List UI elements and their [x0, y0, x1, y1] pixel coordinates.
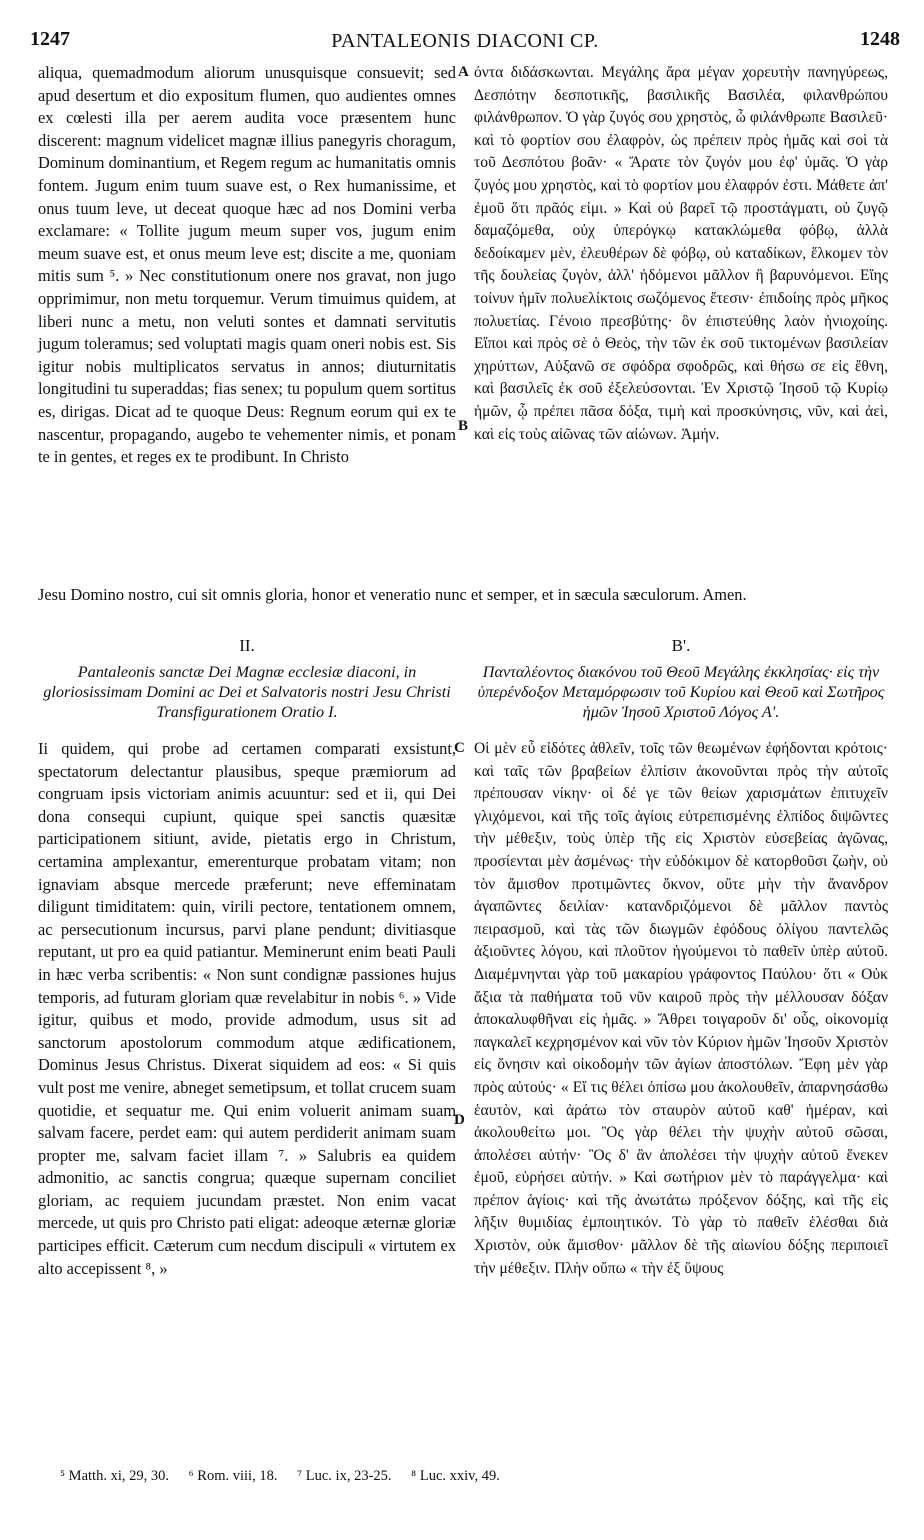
footnotes — [60, 1468, 880, 1485]
margin-marker-b: B — [458, 418, 469, 434]
greek-column-top — [474, 62, 888, 446]
margin-marker-d: D — [454, 1112, 465, 1128]
latin-column-body — [38, 738, 456, 1280]
page-number-left: 1247 — [30, 28, 70, 50]
latin-paragraph: aliqua, quemadmodum aliorum unusquisque consuevit; sed apud desertum et dio expositum flumen, quo audientes omnes ex cœlesti illa per aerem audita voce præsentem hunc discerent: magnum videlicet magnæ illius panegyris choragum, Dominum dominantium, et Regem regum ac humanitatis omnis fontem. Jugum enim tuum suave est, o Rex humanissime, et onus tuum leve, ut deceat quoque hæc ad nos Domini verba exclamare: « Tollite jugum meum super vos, jugum enim meum suave est, et onus meum leve est; discite a me, quoniam mitis sum ⁵. » Nec constitutionum onere nos gravat, non jugo opprimimur, non metu torquemur. Verum timuimus quidem, at liberi nunc a metu, non veluti sontes et damnati servitutis jugum toleramus; sed voluptati magis quam oneri nobis est. Sis igitur nobis multiplicatos servatus in annos; diuturnitatis longitudini tu superaddas; fias senex; tu populum quem sortitus es, dirigas. Dicat ad te quoque Deus: Regnum eorum qui ex te nascentur, propagando, augebo te vehementer nimis, et ponam te in gentes, et reges ex te prodibunt. In Christo — [38, 63, 456, 467]
greek-paragraph: όντα διδάσκωνται. Μεγάλης ἄρα μέγαν χορευτὴν πανηγύρεως, Δεσπότην δεσποτικῆς, βασιλικῆς Βασιλέα, φιλανθρώπου φιλάνθρωπον. Ὁ γὰρ ζυγός σου χρηστὸς, ὦ φιλάνθρωπε Βασιλεῦ· καὶ τὸ φορτίον σου ἐλαφρὸν, ὡς πρέπειν πρὸς ἡμᾶς καὶ σοὶ τὰ τοῦ Δεσπότου βοᾶν· « Ἄρατε τὸν ζυγόν μου ἐφ' ὑμᾶς. Ὁ γὰρ ζυγός μου χρηστὸς, καὶ τὸ φορτίον μου ἐλαφρόν ἐστι. Μάθετε ἀπ' ἐμοῦ ὅτι πρᾶός εἰμι. » Καὶ οὐ βαρεῖ τῷ προστάγματι, οὐ ζυγῷ δαμαζόμεθα, οὐχ ὑπερόγκῳ κατακλώμεθα φόβῳ, ἀλλὰ δεδοίκαμεν μὲν, ἐλευθέρων δὲ φόβῳ, οὐ καταδίκων, ἕλκομεν τὸν τῆς δουλείας ζυγὸν, ἀλλ' ἡδόμενοι μᾶλλον ἢ βαρυνόμενοι. Εἴης τοίνυν ἡμῖν πολυελίκτοις σωζόμενος ἔτεσιν· ἐπιδοίης πρὸς μῆκος πολυετίας. Γένοιο πρεσβύτης· ὃν ἐπιστεύθης λαὸν ἡνιοχοίης. Εἴποι καὶ πρὸς σὲ ὁ Θεὸς, τὴν τῶν ἐκ σοῦ τικτομένων βασιλείαν χηρύττων, Αὐξανῶ σε σφόδρα σφοδρῶς, καὶ θήσω σε εἰς ἔθνη, καὶ βασιλεῖς ἐκ σοῦ ἐξελεύσονται. Ἐν Χριστῷ Ἰησοῦ τῷ Κυρίῳ ἡμῶν, ᾧ πρέπει πᾶσα δόξα, τιμὴ καὶ προσκύνησις, νῦν, καὶ ἀεὶ, καὶ εἰς τοὺς αἰῶνας τῶν αἰώνων. Ἀμήν. — [474, 64, 888, 443]
page-header — [30, 18, 900, 54]
latin-body-paragraph: Ii quidem, qui probe ad certamen comparati exsistunt, spectatorum delectantur plausibus, speque præmiorum ad congruam ipsis victoriam animis acuuntur: sed et ii, qui Dei dona consequi cupiunt, quique spei sanctis quæsitæ participationem sitiunt, avide, pietatis ergo in Christum, certamina amplexantur, emerenturque probatam vitam; non ignaviam absque mercede præferunt; neve effeminatam diligunt timiditatem: quin, virili pectore, tentationem omnem, ac persecutionum incursus, parvi plane pendunt; divitiasque reputant, ut pro ea quid patiantur. Meminerunt enim beati Pauli in hæc verba scribentis: « Non sunt condignæ passiones hujus temporis, ad futuram gloriam quæ revelabitur in nobis ⁶. » Vide igitur, quibus et modo, provide admodum, usus sit ad sanctorum apostolorum commodum atque ædificationem, Dominus Jesus Christus. Dixerat siquidem ad eos: « Si quis vult post me venire, abneget semetipsum, et tollat crucem suam quotidie, et sequatur me. Qui enim voluerit animam suam salvam facere, perdet eam: qui autem perdiderit animam suam propter me, salvam faciet illam ⁷. » Salubris ea quidem admonitio, ac sanctis congrua; quæque supernam conciliet gloriam, ac requiem jucundam præstet. Non enim vacat mercede, ut quis pro Christo pati eligat: adeoque æternæ gloriæ participes efficit. Cæterum cum necdum discipuli « virtutem ex alto accepissent ⁸, » — [38, 739, 456, 1278]
section-number-latin: II. — [239, 636, 255, 655]
page-number-right: 1248 — [860, 28, 900, 50]
latin-column-top — [38, 62, 456, 469]
section-number-greek: Β'. — [671, 636, 691, 655]
footnote-8: ⁸ Luc. xxiv, 49. — [411, 1468, 500, 1484]
margin-marker-a: A — [458, 64, 469, 80]
section-title-greek: Πανταλέοντος διακόνου τοῦ Θεοῦ Μεγάλης ἐκκλησίας· εἰς τὴν ὑπερένδοξον Μεταμόρφωσιν τοῦ Κυρίου καὶ Θεοῦ καὶ Σωτῆρος ἡμῶν Ἰησοῦ Χριστοῦ Λόγος Α'. — [477, 663, 885, 721]
footnote-6: ⁶ Rom. viii, 18. — [188, 1468, 278, 1484]
footnote-5: ⁵ Matth. xi, 29, 30. — [60, 1468, 169, 1484]
running-title: PANTALEONIS DIACONI CP. — [331, 30, 599, 52]
greek-column-body — [474, 738, 888, 1280]
section-title-latin: Pantaleonis sanctæ Dei Magnæ ecclesiæ diaconi, in gloriosissimam Domini ac Dei et Salvatoris nostri Jesu Christi Transfigurationem Oratio I. — [43, 663, 451, 721]
closing-line: Jesu Domino nostro, cui sit omnis gloria, honor et veneratio nunc et semper, et in sæcula sæculorum. Amen. — [38, 585, 747, 604]
footnote-7: ⁷ Luc. ix, 23-25. — [297, 1468, 392, 1484]
margin-marker-c: C — [454, 740, 465, 756]
greek-body-paragraph: Οἱ μὲν εὖ εἰδότες ἀθλεῖν, τοῖς τῶν θεωμένων ἐφήδονται κρότοις· καὶ ταῖς τῶν βραβείων ἐλπίσιν ἀκονοῦνται πρὸς τὴν αὐτοῖς πρέπουσαν νίκην· οἱ δέ γε τῶν θείων χαρισμάτων ἐπιτυχεῖν γλιχόμενοι, καὶ τῆς τοῖς ἁγίοις εὐτρεπισμένης ἐλπίδος διψῶντες τὴν μέθεξιν, τοὺς ὑπὲρ τῆς εἰς Χριστὸν εὐσεβείας ἀγῶνας, προσίενται μὲν ἀσμένως· τὴν εὐδόκιμον δὲ κατορθοῦσι ζωὴν, οὐ τὸν ἄμισθον προτιμῶντες ὄκνον, οὔτε μὴν τὴν ἄνανδρον ἀγαπῶντες δειλίαν· κατανδριζόμενοι δὲ μᾶλλον παντὸς πειρασμοῦ, καὶ τὰς τῶν διωγμῶν ἐφόδους ὀλίγου παντελῶς ἀξιοῦντες λόγου, καὶ πλοῦτον ἡγούμενοι τὸ παθεῖν ὑπὲρ αὐτοῦ. Διαμέμνηνται γὰρ τοῦ μακαρίου γράφοντος Παύλου· ὅτι « Οὐκ ἄξια τὰ παθήματα τοῦ νῦν καιροῦ πρὸς τὴν μέλλουσαν δόξαν ἀποκαλυφθῆναι εἰς ἡμᾶς. » Ἄθρει τοιγαροῦν δι' οὗς, οἰκονομίᾳ παγκαλεῖ κεχρησμένον καὶ νῦν τὸν Κύριον ἡμῶν Ἰησοῦν Χριστὸν εἰς ὄνησιν καὶ οἰκοδομὴν τῶν ἁγίων ἀποστόλων. Ἔφη μὲν γὰρ πρὸς αὐτούς· « Εἴ τις θέλει ὀπίσω μου ἀκολουθεῖν, ἀπαρνησάσθω ἑαυτὸν, καὶ ἀράτω τὸν σταυρὸν αὐτοῦ καθ' ἡμέραν, καὶ ἀκολουθείτω μοι. Ὃς γὰρ θέλει τὴν ψυχὴν αὐτοῦ σῶσαι, ἀπολέσει αὐτήν· Ὃς δ' ἂν ἀπολέσει τὴν ψυχὴν αὐτοῦ ἕνεκεν ἐμοῦ, εὑρήσει αὐτήν. » Καὶ σωτήριον μὲν τὸ παράγγελμα· καὶ πρέπον ἁγίοις· καὶ τῆς ἀνωτάτω πρόξενον δόξης, καὶ τῆς εἰς λῆξιν θυμιδίας ἐμποιητικόν. Τὸ γὰρ τὸ παθεῖν ἑλέσθαι διὰ Χριστὸν, οὐκ ἄμισθον· μᾶλλον δὲ τῆς αἰωνίου δόξης περιποιεῖ τὴν μέθεξιν. Πλὴν οὔπω « τὴν ἐξ ὕψους — [474, 740, 888, 1277]
